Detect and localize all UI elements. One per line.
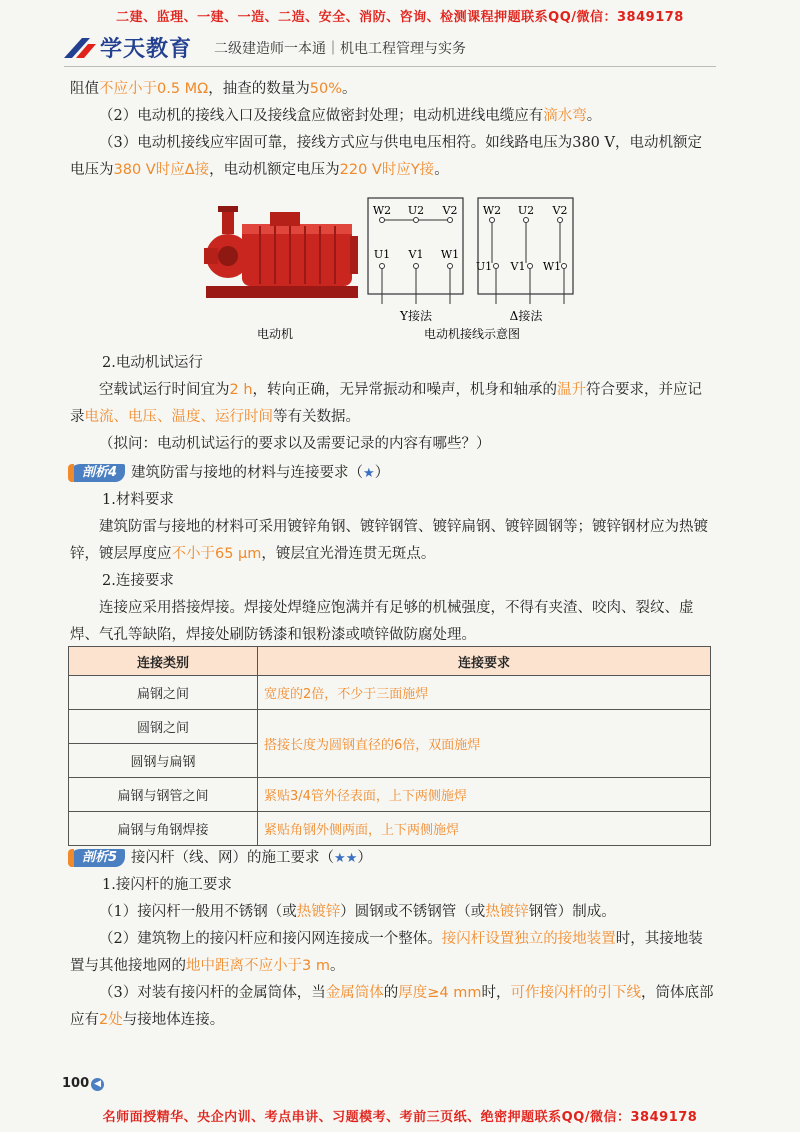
para-insulation bbox=[70, 76, 715, 103]
section-heading: 1.材料要求 bbox=[102, 492, 174, 508]
motor-pump-image bbox=[204, 206, 358, 298]
text: 接闪杆（线、网）的施工要求（ bbox=[131, 850, 335, 866]
highlight: 厚度≥4 mm bbox=[398, 985, 482, 1001]
text: ） bbox=[357, 850, 372, 866]
text: 的 bbox=[383, 985, 399, 1001]
para-wiring bbox=[70, 130, 715, 184]
text: ，抽查的数量为 bbox=[208, 81, 310, 97]
section-heading: 2.电动机试运行 bbox=[102, 355, 203, 371]
rod-item-1 bbox=[70, 899, 715, 926]
terminal-label: W2 bbox=[482, 204, 502, 217]
text: 建筑防雷与接地的材料与连接要求（ bbox=[131, 465, 364, 481]
highlight: 热镀锌 bbox=[296, 904, 341, 920]
section-heading: 2.连接要求 bbox=[102, 573, 174, 589]
table-header-cell: 连接要求 bbox=[258, 647, 711, 676]
table-header-cell: 连接类别 bbox=[69, 647, 258, 676]
highlight: 金属筒体 bbox=[325, 985, 384, 1001]
terminal-label: V2 bbox=[442, 204, 458, 217]
analysis-badge: 剖析5 bbox=[70, 849, 125, 867]
terminal-label: U1 bbox=[373, 248, 391, 261]
book-subtitle: 二级建造师一本通｜机电工程管理与实务 bbox=[214, 41, 466, 57]
page-arrow-icon: ◀ bbox=[91, 1078, 104, 1091]
promo-banner-bottom: 名师面授精华、央企内训、考点串讲、习题模考、考前三页纸、绝密押题联系QQ/微信：3849178 bbox=[102, 1110, 698, 1125]
material-paragraph bbox=[70, 514, 715, 568]
text: ，转向正确，无异常振动和噪声，机身和轴承的 bbox=[252, 382, 558, 398]
text: 时，其接地装置与其他接地网的 bbox=[70, 931, 703, 974]
table-row bbox=[69, 710, 711, 744]
motor-trial-section bbox=[70, 350, 715, 458]
text: 空载试运行时间宜为 bbox=[99, 382, 230, 398]
terminal-label: W1 bbox=[542, 260, 562, 273]
analysis-badge: 剖析4 bbox=[70, 464, 125, 482]
rod-item-2 bbox=[70, 926, 715, 980]
text: 时， bbox=[481, 985, 511, 1001]
text: 建筑防雷与接地的材料可采用镀锌角钢、镀锌钢管、镀锌扁钢、镀锌圆钢等；镀锌钢材应为热镀锌，镀层厚度应 bbox=[70, 519, 708, 562]
table-row bbox=[69, 778, 711, 812]
section-heading: 1.接闪杆的施工要求 bbox=[102, 877, 232, 893]
motor-and-wiring-diagram bbox=[200, 196, 600, 351]
brand-name: 学天教育 bbox=[100, 37, 193, 62]
table-cell: 紧贴3/4管外径表面，上下两侧施焊 bbox=[258, 778, 711, 812]
highlight: 220 V时应Y接 bbox=[339, 162, 435, 178]
terminal-label: U1 bbox=[475, 260, 493, 273]
page-number-text: 100 bbox=[62, 1076, 90, 1091]
highlight: 热镀锌 bbox=[485, 904, 529, 920]
text: （2）电动机的接线入口及接线盒应做密封处理；电动机进线电缆应有 bbox=[99, 108, 544, 124]
highlight: 接闪杆设置独立的接地装置 bbox=[441, 931, 616, 947]
text: 。 bbox=[434, 162, 449, 178]
table-header-row bbox=[69, 647, 711, 676]
y-connection-diagram bbox=[368, 198, 463, 304]
highlight: 地中距离不应小于3 m bbox=[186, 958, 330, 974]
table-row bbox=[69, 812, 711, 846]
star-icon: ★ bbox=[363, 466, 375, 481]
text: 。 bbox=[342, 81, 357, 97]
table-cell: 扁钢与角钢焊接 bbox=[69, 812, 258, 846]
table-cell: 宽度的2倍，不少于三面施焊 bbox=[258, 676, 711, 710]
promo-banner-top: 二建、监理、一建、一造、二造、安全、消防、咨询、检测课程押题联系QQ/微信：3849178 bbox=[116, 10, 684, 25]
text: ）圆钢或不锈钢管（或 bbox=[340, 904, 486, 920]
motor-figure bbox=[200, 196, 600, 351]
highlight: 2 h bbox=[229, 382, 253, 398]
question-note: （拟问：电动机试运行的要求以及需要记录的内容有哪些？） bbox=[99, 436, 491, 452]
text: ，筒体底部应有 bbox=[70, 985, 714, 1028]
highlight: 不小于65 μm bbox=[171, 546, 262, 562]
text: 等有关数据。 bbox=[273, 409, 360, 425]
logo-mark-icon bbox=[64, 36, 96, 60]
terminal-label: W2 bbox=[372, 204, 392, 217]
delta-connection-label: Δ接法 bbox=[509, 309, 543, 323]
highlight: 可作接闪杆的引下线 bbox=[510, 985, 641, 1001]
motor-wiring-text bbox=[70, 76, 715, 184]
table-cell: 搭接长度为圆钢直径的6倍，双面施焊 bbox=[258, 710, 711, 778]
trial-paragraph bbox=[70, 377, 715, 431]
highlight: 50% bbox=[309, 81, 342, 97]
table-row bbox=[69, 676, 711, 710]
analysis-4-title bbox=[70, 460, 715, 487]
terminal-label: V1 bbox=[510, 260, 526, 273]
analysis-4-section bbox=[70, 460, 715, 649]
motor-caption: 电动机 bbox=[256, 327, 294, 341]
connection-requirements-table bbox=[68, 646, 711, 846]
text: （1）接闪杆一般用不锈钢（或 bbox=[99, 904, 297, 920]
highlight: 滴水弯 bbox=[543, 108, 587, 124]
text: 与接地体连接。 bbox=[122, 1012, 225, 1028]
highlight: 温升 bbox=[557, 382, 587, 398]
terminal-label: U2 bbox=[407, 204, 425, 217]
table-cell: 圆钢与扁钢 bbox=[69, 744, 258, 778]
para-sealing bbox=[70, 103, 715, 130]
terminal-label: W1 bbox=[440, 248, 460, 261]
text: ，电动机额定电压为 bbox=[209, 162, 340, 178]
delta-connection-diagram bbox=[476, 198, 573, 304]
terminal-label: V1 bbox=[408, 248, 424, 261]
brand-logo bbox=[64, 32, 192, 63]
text: ，镀层宜光滑连贯无斑点。 bbox=[261, 546, 436, 562]
text: （3）电动机接线应牢固可靠，接线方式应与供电电压相符。如线路电压为380 V，电动机额定电压为 bbox=[70, 135, 702, 178]
text: 。 bbox=[586, 108, 602, 124]
y-connection-label: Y接法 bbox=[400, 309, 432, 323]
text: 阻值 bbox=[70, 81, 99, 97]
text: 符合要求，并应记录 bbox=[70, 382, 703, 425]
analysis-5-section bbox=[70, 845, 715, 1034]
header-divider bbox=[64, 66, 716, 67]
rod-item-3 bbox=[70, 980, 715, 1034]
star-icon: ★★ bbox=[334, 851, 358, 866]
diagram-caption: 电动机接线示意图 bbox=[423, 327, 521, 341]
terminal-label: V2 bbox=[552, 204, 568, 217]
table-cell: 扁钢之间 bbox=[69, 676, 258, 710]
page-number bbox=[62, 1076, 104, 1091]
table-cell: 圆钢之间 bbox=[69, 710, 258, 744]
highlight: 不应小于0.5 MΩ bbox=[99, 81, 209, 97]
text: ） bbox=[374, 465, 390, 481]
highlight: 380 V时应Δ接 bbox=[113, 162, 210, 178]
table-cell: 扁钢与钢管之间 bbox=[69, 778, 258, 812]
text: 。 bbox=[329, 958, 345, 974]
terminal-label: U2 bbox=[517, 204, 535, 217]
highlight: 电流、电压、温度、运行时间 bbox=[84, 409, 273, 425]
text: （3）对装有接闪杆的金属筒体，当 bbox=[99, 985, 326, 1001]
table-cell: 紧贴角钢外侧两面，上下两侧施焊 bbox=[258, 812, 711, 846]
page-header bbox=[64, 32, 724, 62]
text: （2）建筑物上的接闪杆应和接闪网连接成一个整体。 bbox=[99, 931, 442, 947]
connection-paragraph: 连接应采用搭接焊接。焊接处焊缝应饱满并有足够的机械强度，不得有夹渣、咬肉、裂纹、虚焊、气孔等缺陷，焊接处刷防锈漆和银粉漆或喷锌做防腐处理。 bbox=[70, 600, 694, 643]
analysis-5-title bbox=[70, 845, 715, 872]
highlight: 2处 bbox=[99, 1012, 123, 1028]
text: 钢管）制成。 bbox=[528, 904, 616, 920]
